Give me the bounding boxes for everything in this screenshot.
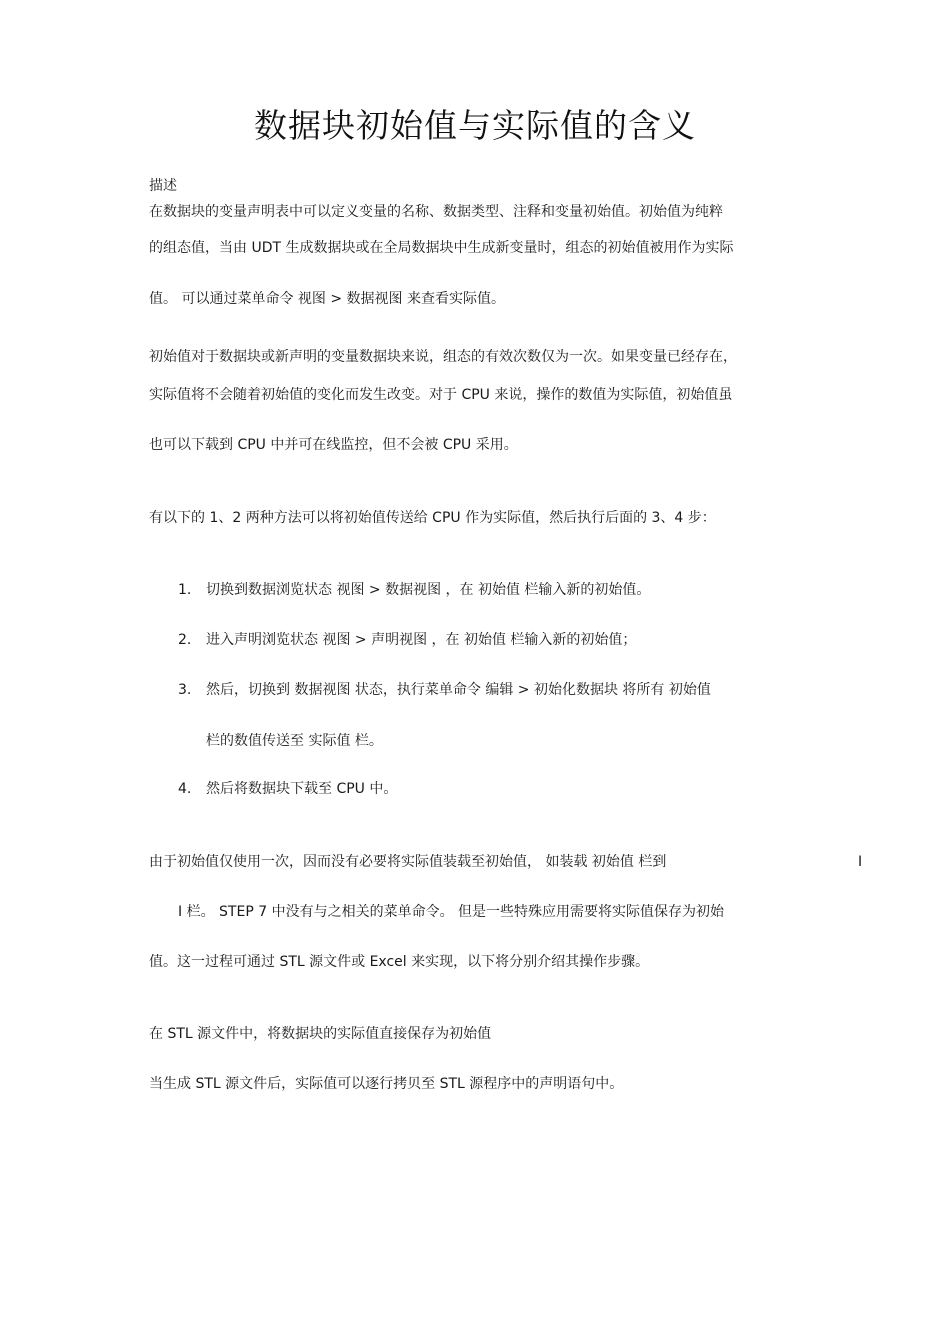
paragraph-4-line-2: I 栏。 STEP 7 中没有与之相关的菜单命令。 但是一些特殊应用需要将实际值保存为初始	[178, 904, 725, 920]
paragraph-1-line-3: 值。 可以通过菜单命令 视图 > 数据视图 来查看实际值。	[149, 291, 505, 307]
paragraph-2-line-2: 实际值将不会随着初始值的变化而发生改变。对于 CPU 来说，操作的数值为实际值，初始值虽	[149, 387, 733, 403]
list-item-text: 切换到数据浏览状态 视图 > 数据视图 ，在 初始值 栏输入新的初始值。	[206, 582, 651, 598]
section-heading-description: 描述	[149, 178, 177, 194]
list-item-text: 进入声明浏览状态 视图 > 声明视图 ，在 初始值 栏输入新的初始值；	[206, 632, 637, 648]
paragraph-5: 当生成 STL 源文件后，实际值可以逐行拷贝至 STL 源程序中的声明语句中。	[149, 1076, 624, 1092]
paragraph-3: 有以下的 1、2 两种方法可以将初始值传送给 CPU 作为实际值，然后执行后面的 3、4 步：	[149, 510, 716, 526]
list-item-number: 2.	[178, 632, 192, 648]
document-title: 数据块初始值与实际值的含义	[254, 106, 696, 145]
list-item-text: 然后将数据块下载至 CPU 中。	[206, 781, 398, 797]
list-item-number: 3.	[178, 682, 192, 698]
paragraph-4-line-3: 值。这一过程可通过 STL 源文件或 Excel 来实现，以下将分别介绍其操作步骤。	[149, 954, 650, 970]
list-item-text: 然后，切换到 数据视图 状态，执行菜单命令 编辑 > 初始化数据块 将所有 初始值	[206, 682, 711, 698]
paragraph-4-line-1: 由于初始值仅使用一次，因而没有必要将实际值装载至初始值， 如装载 初始值 栏到	[149, 854, 667, 870]
list-item-continuation: 栏的数值传送至 实际值 栏。	[206, 733, 383, 749]
paragraph-2-line-1: 初始值对于数据块或新声明的变量数据块来说，组态的有效次数仅为一次。如果变量已经存在，	[149, 349, 737, 365]
list-item	[178, 630, 636, 650]
list-item	[178, 580, 650, 600]
stray-glyph: I	[858, 854, 863, 870]
paragraph-1-line-1: 在数据块的变量声明表中可以定义变量的名称、数据类型、注释和变量初始值。初始值为纯粹	[149, 204, 723, 220]
list-item-number: 1.	[178, 582, 192, 598]
section-heading-stl: 在 STL 源文件中，将数据块的实际值直接保存为初始值	[149, 1026, 492, 1042]
list-item	[178, 680, 711, 700]
paragraph-2-line-3: 也可以下载到 CPU 中并可在线监控，但不会被 CPU 采用。	[149, 437, 518, 453]
list-item	[178, 779, 397, 799]
paragraph-1-line-2: 的组态值，当由 UDT 生成数据块或在全局数据块中生成新变量时，组态的初始值被用作为实际	[149, 240, 734, 256]
list-item-number: 4.	[178, 781, 192, 797]
